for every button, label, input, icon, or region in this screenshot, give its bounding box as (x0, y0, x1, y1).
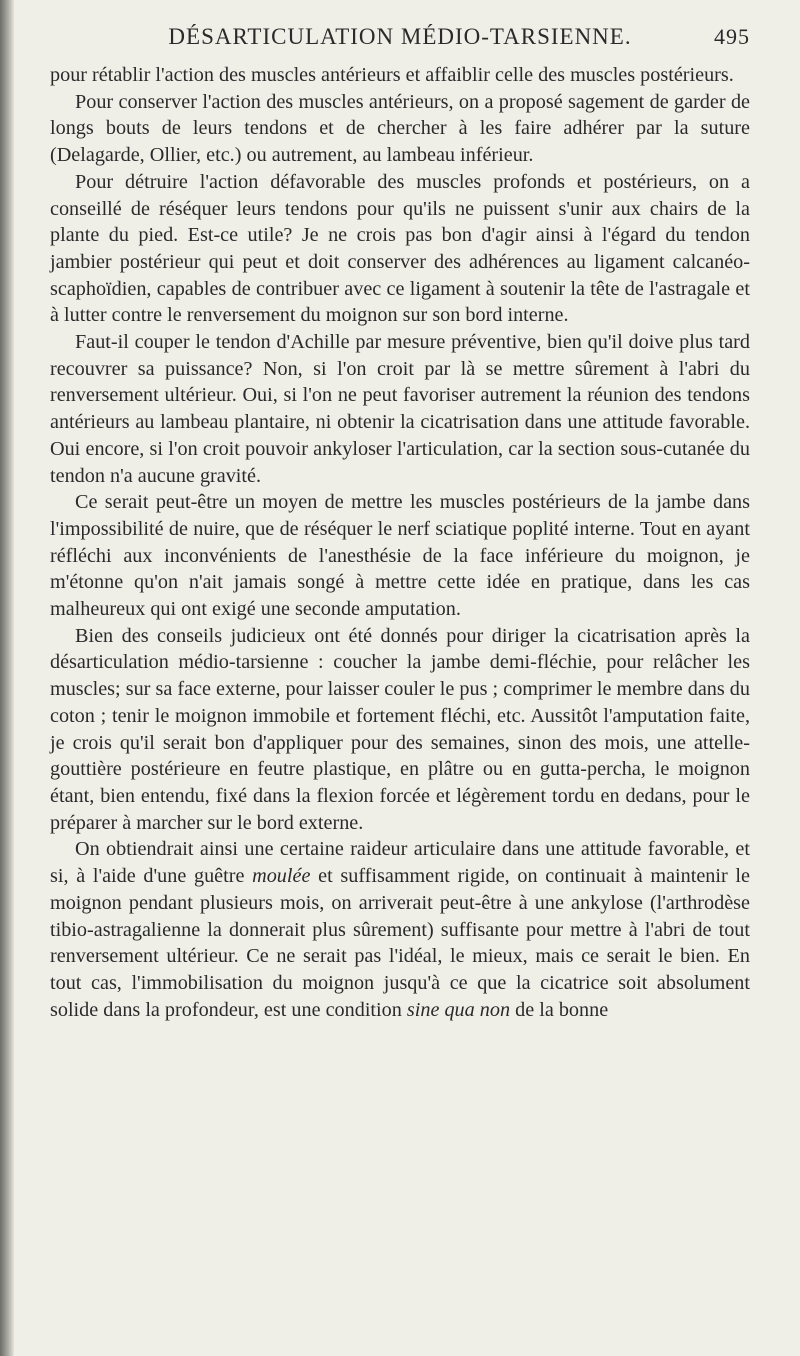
paragraph-7-part-3: de la bonne (510, 998, 609, 1021)
italic-sine-qua-non: sine qua non (406, 998, 511, 1021)
paragraph-1: pour rétablir l'action des muscles antérieurs et affaiblir celle des muscles postérieurs. (50, 64, 734, 86)
page-number: 495 (714, 24, 750, 49)
italic-moulee: moulée (252, 865, 311, 888)
paragraph-4: Faut-il couper le tendon d'Achille par mesure préventive, bien qu'il doive plus tard recouvrer sa puissance? Non, si l'on croit par là se mettre sûrement à l'abri du renversement ultérieur. Oui, si l'on ne peut favoriser autrement la réunion des tendons antérieurs au lambeau plantaire, ni obtenir la cicatrisation dans une attitude favorable. Oui encore, si l'on croit pouvoir ankyloser l'articulation, car la section sous-cutanée du tendon n'a aucune gravité. (50, 331, 750, 487)
book-page (50, 22, 750, 1023)
paragraph-6: Bien des conseils judicieux ont été donnés pour diriger la cicatrisation après la désarticulation médio-tarsienne : coucher la jambe demi-fléchie, pour relâcher les muscles; sur sa face externe, pour laisser couler le pus ; comprimer le membre dans du coton ; tenir le moignon immobile et fortement fléchi, etc. Aussitôt l'amputation faite, je crois qu'il serait bon d'appliquer pour des semaines, sinon des mois, une attelle-gouttière postérieure en feutre plastique, en plâtre ou en gutta-percha, le moignon étant, bien entendu, fixé dans la flexion forcée et légèrement tordu en dedans, pour le préparer à marcher sur le bord externe. (50, 624, 750, 834)
paragraph-5: Ce serait peut-être un moyen de mettre les muscles postérieurs de la jambe dans l'impossibilité de nuire, que de réséquer le nerf sciatique poplité interne. Tout en ayant réfléchi aux inconvénients de l'anesthésie de la face inférieure du moignon, je m'étonne qu'on n'ait jamais songé à mettre cette idée en pratique, dans les cas malheureux qui ont exigé une seconde amputation. (50, 491, 750, 621)
paragraph-7-part-1: On obtiendrait ainsi une certaine raideur articulaire dans une attitude favorable, et si, à l'aide d'une guêtre (50, 838, 750, 888)
page-header (50, 22, 750, 62)
paragraph-2: Pour conserver l'action des muscles antérieurs, on a proposé sagement de garder de longs bouts de leurs tendons et de chercher à les faire adhérer par la suture (Delagarde, Ollier, etc.) ou autrement, au lambeau inférieur. (50, 90, 750, 167)
paragraph-7-part-2: et suffisamment rigide, on continuait à maintenir le moignon pendant plusieurs mois, on arriverait peut-être à une ankylose (l'arthrodèse tibio-astragalienne la donnerait plus sûrement) suffisante pour mettre à l'abri de tout renversement ultérieur. Ce ne serait pas l'idéal, le mieux, mais ce serait le bien. En tout cas, l'immobilisation du moignon jusqu'à ce que la cicatrice soit absolument solide dans la profondeur, est une condition (50, 865, 750, 1021)
book-binding-shadow (0, 0, 14, 1356)
body-text (50, 62, 750, 1023)
running-title: DÉSARTICULATION MÉDIO-TARSIENNE. (168, 24, 632, 49)
paragraph-7 (50, 836, 750, 1023)
paragraph-3: Pour détruire l'action défavorable des muscles profonds et postérieurs, on a conseillé de réséquer leurs tendons pour qu'ils ne puissent s'unir aux chairs de la plante du pied. Est-ce utile? Je ne crois pas bon d'agir ainsi à l'égard du tendon jambier postérieur qui peut et doit conserver des adhérences au ligament calcanéo-scaphoïdien, capables de contribuer avec ce ligament à soutenir la tête de l'astragale et à lutter contre le renversement du moignon sur son bord interne. (50, 170, 750, 327)
